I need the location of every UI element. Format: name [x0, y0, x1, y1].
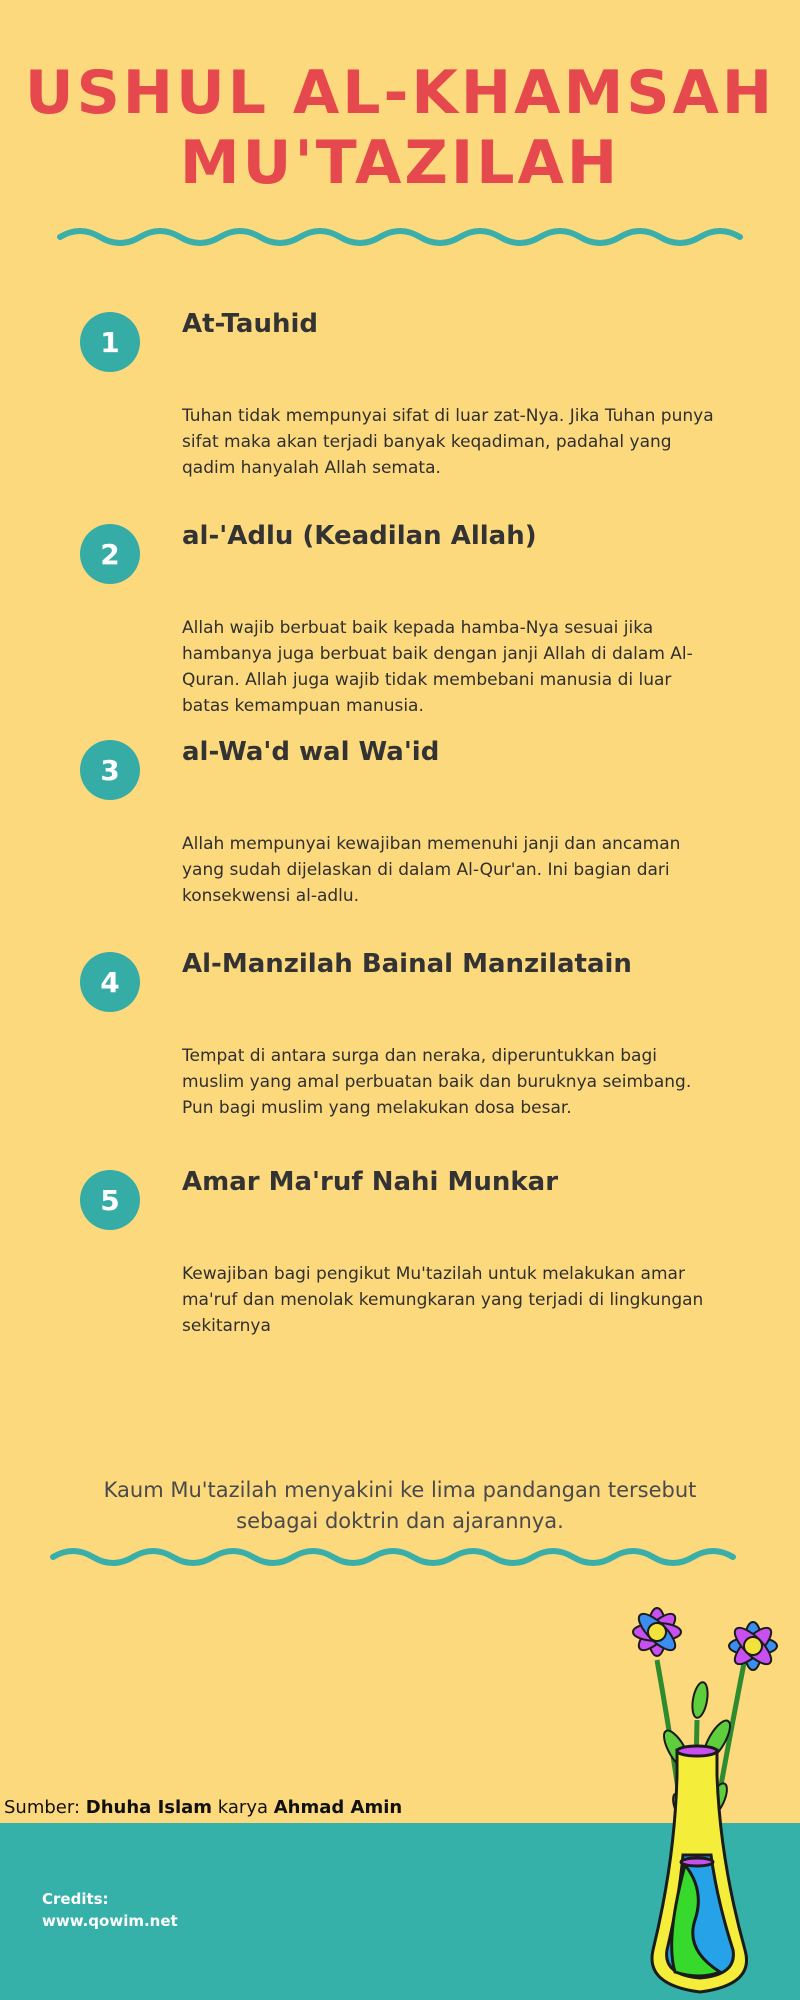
- title-line-2: MU'TAZILAH: [179, 128, 621, 198]
- credits-site: www.qowim.net: [42, 1912, 178, 1930]
- flower-right: [729, 1622, 777, 1670]
- source-author: Ahmad Amin: [273, 1797, 403, 1818]
- vase: [652, 1746, 747, 1992]
- item-title-3: al-Wa'd wal Wa'id: [182, 737, 440, 767]
- item-title-2: al-'Adlu (Keadilan Allah): [182, 521, 537, 551]
- number-badge-5: 5: [80, 1170, 140, 1230]
- closing-statement: Kaum Mu'tazilah menyakini ke lima pandangan tersebut sebagai doktrin dan ajarannya.: [103, 1478, 697, 1533]
- number-badge-1: 1: [80, 312, 140, 372]
- item-title-4: Al-Manzilah Bainal Manzilatain: [182, 949, 632, 979]
- item-description-4: Tempat di antara surga dan neraka, diperuntukkan bagi muslim yang amal perbuatan baik dan buruknya seimbang. Pun bagi muslim yang melakukan dosa besar.: [182, 1046, 692, 1118]
- item-description-1: Tuhan tidak mempunyai sifat di luar zat-Nya. Jika Tuhan punya sifat maka akan terjadi banyak keqadiman, padahal yang qadim hanyalah Allah semata.: [182, 406, 714, 478]
- item-description-5: Kewajiban bagi pengikut Mu'tazilah untuk melakukan amar ma'ruf dan menolak kemungkaran yang terjadi di lingkungan sekitarnya: [182, 1264, 704, 1336]
- credits: [42, 1888, 178, 1932]
- source-prefix: Sumber:: [4, 1797, 81, 1818]
- bottom-wave-divider: [48, 1542, 738, 1572]
- source-citation: [4, 1797, 402, 1818]
- item-description-2: Allah wajib berbuat baik kepada hamba-Nya sesuai jika hambanya juga berbuat baik dengan janji Allah di dalam Al-Quran. Allah juga wajib tidak membebani manusia di luar batas kemampuan manusia.: [182, 618, 693, 716]
- item-title-1: At-Tauhid: [182, 309, 318, 339]
- flower-vase-illustration: [605, 1600, 800, 2000]
- flower-left: [633, 1608, 681, 1656]
- item-description-3: Allah mempunyai kewajiban memenuhi janji dan ancaman yang sudah dijelaskan di dalam Al-Qur'an. Ini bagian dari konsekwensi al-adlu.: [182, 834, 681, 906]
- title-line-1: USHUL AL-KHAMSAH: [24, 58, 776, 128]
- source-book: Dhuha Islam: [85, 1797, 213, 1818]
- number-badge-4: 4: [80, 952, 140, 1012]
- number-badge-2: 2: [80, 524, 140, 584]
- page-title: [0, 58, 800, 198]
- source-by: karya: [217, 1797, 269, 1818]
- number-badge-3: 3: [80, 740, 140, 800]
- top-wave-divider: [55, 222, 745, 252]
- credits-label: Credits:: [42, 1890, 109, 1908]
- item-title-5: Amar Ma'ruf Nahi Munkar: [182, 1167, 559, 1197]
